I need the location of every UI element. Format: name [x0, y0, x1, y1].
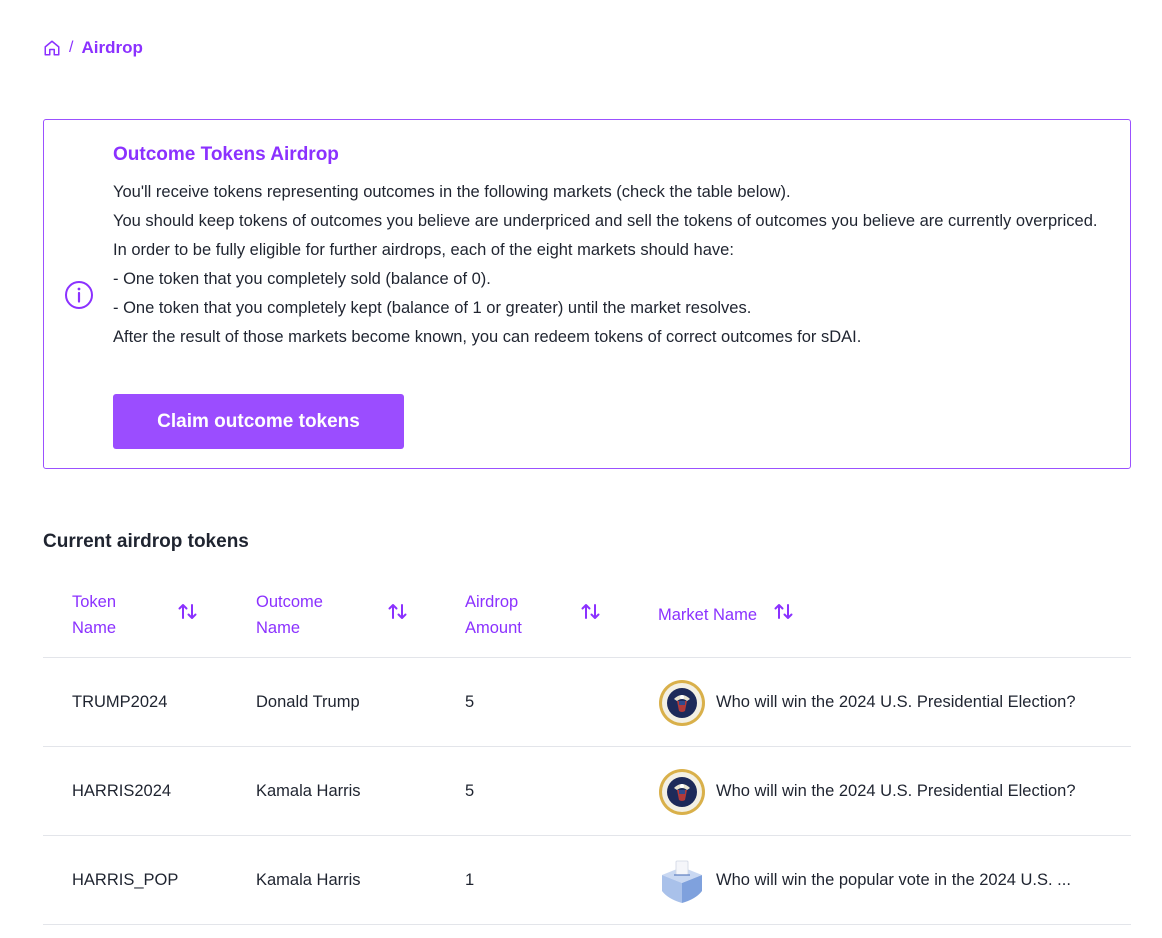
airdrop-tokens-table — [43, 582, 1131, 925]
outcome-name-cell: Kamala Harris — [256, 871, 361, 889]
token-name-cell: HARRIS_POP — [72, 871, 179, 889]
home-icon[interactable] — [43, 39, 61, 57]
column-header-airdrop-amount[interactable] — [465, 589, 522, 641]
breadcrumb-current: Airdrop — [81, 38, 143, 57]
market-name-cell[interactable] — [658, 658, 1076, 747]
table-row[interactable] — [43, 747, 1131, 836]
airdrop-info-box — [43, 119, 1131, 469]
header-line: Token — [72, 593, 117, 611]
info-title: Outcome Tokens Airdrop — [113, 144, 339, 165]
column-header-market-name[interactable] — [658, 602, 757, 628]
table-row[interactable] — [43, 658, 1131, 747]
airdrop-amount-cell: 5 — [465, 782, 475, 800]
presidential-seal-icon — [658, 679, 706, 727]
header-line: Amount — [465, 619, 522, 637]
column-header-token-name[interactable] — [72, 589, 116, 641]
info-line: - One token that you completely sold (balance of 0). — [113, 270, 491, 288]
table-header — [43, 582, 1131, 658]
header-line: Name — [256, 619, 301, 637]
token-name-cell: HARRIS2024 — [72, 782, 172, 800]
market-name: Who will win the popular vote in the 2024 U.S. ... — [716, 871, 1071, 889]
header-line: Market Name — [658, 606, 758, 624]
header-line: Name — [72, 619, 117, 637]
market-name: Who will win the 2024 U.S. Presidential Election? — [716, 782, 1076, 800]
ballot-box-icon — [658, 857, 706, 905]
market-name: Who will win the 2024 U.S. Presidential Election? — [716, 693, 1076, 711]
header-line: Outcome — [256, 593, 323, 611]
sort-arrows-icon[interactable] — [580, 602, 602, 622]
airdrop-amount-cell: 5 — [465, 693, 475, 711]
info-line: - One token that you completely kept (balance of 1 or greater) until the market resolves. — [113, 299, 752, 317]
table-row[interactable] — [43, 836, 1131, 925]
outcome-name-cell: Kamala Harris — [256, 782, 361, 800]
token-name-cell: TRUMP2024 — [72, 693, 168, 711]
outcome-name-cell: Donald Trump — [256, 693, 360, 711]
sort-arrows-icon[interactable] — [773, 602, 795, 622]
info-line: You should keep tokens of outcomes you believe are underpriced and sell the tokens of outcomes you believe are currently overpriced. — [113, 212, 1098, 230]
header-line: Airdrop — [465, 593, 519, 611]
column-header-outcome-name[interactable] — [256, 589, 323, 641]
info-circle-icon — [64, 280, 94, 310]
info-line: In order to be fully eligible for further airdrops, each of the eight markets should have: — [113, 241, 734, 259]
airdrop-amount-cell: 1 — [465, 871, 475, 889]
sort-arrows-icon[interactable] — [387, 602, 409, 622]
claim-outcome-tokens-button[interactable]: Claim outcome tokens — [113, 394, 404, 449]
breadcrumb — [43, 37, 143, 59]
section-title: Current airdrop tokens — [43, 531, 249, 552]
info-line: After the result of those markets become known, you can redeem tokens of correct outcomes for sDAI. — [113, 328, 862, 346]
breadcrumb-separator: / — [69, 39, 74, 56]
info-line: You'll receive tokens representing outcomes in the following markets (check the table below). — [113, 183, 791, 201]
info-content — [113, 142, 1110, 352]
presidential-seal-icon — [658, 768, 706, 816]
market-name-cell[interactable] — [658, 836, 1071, 925]
sort-arrows-icon[interactable] — [177, 602, 199, 622]
market-name-cell[interactable] — [658, 747, 1076, 836]
